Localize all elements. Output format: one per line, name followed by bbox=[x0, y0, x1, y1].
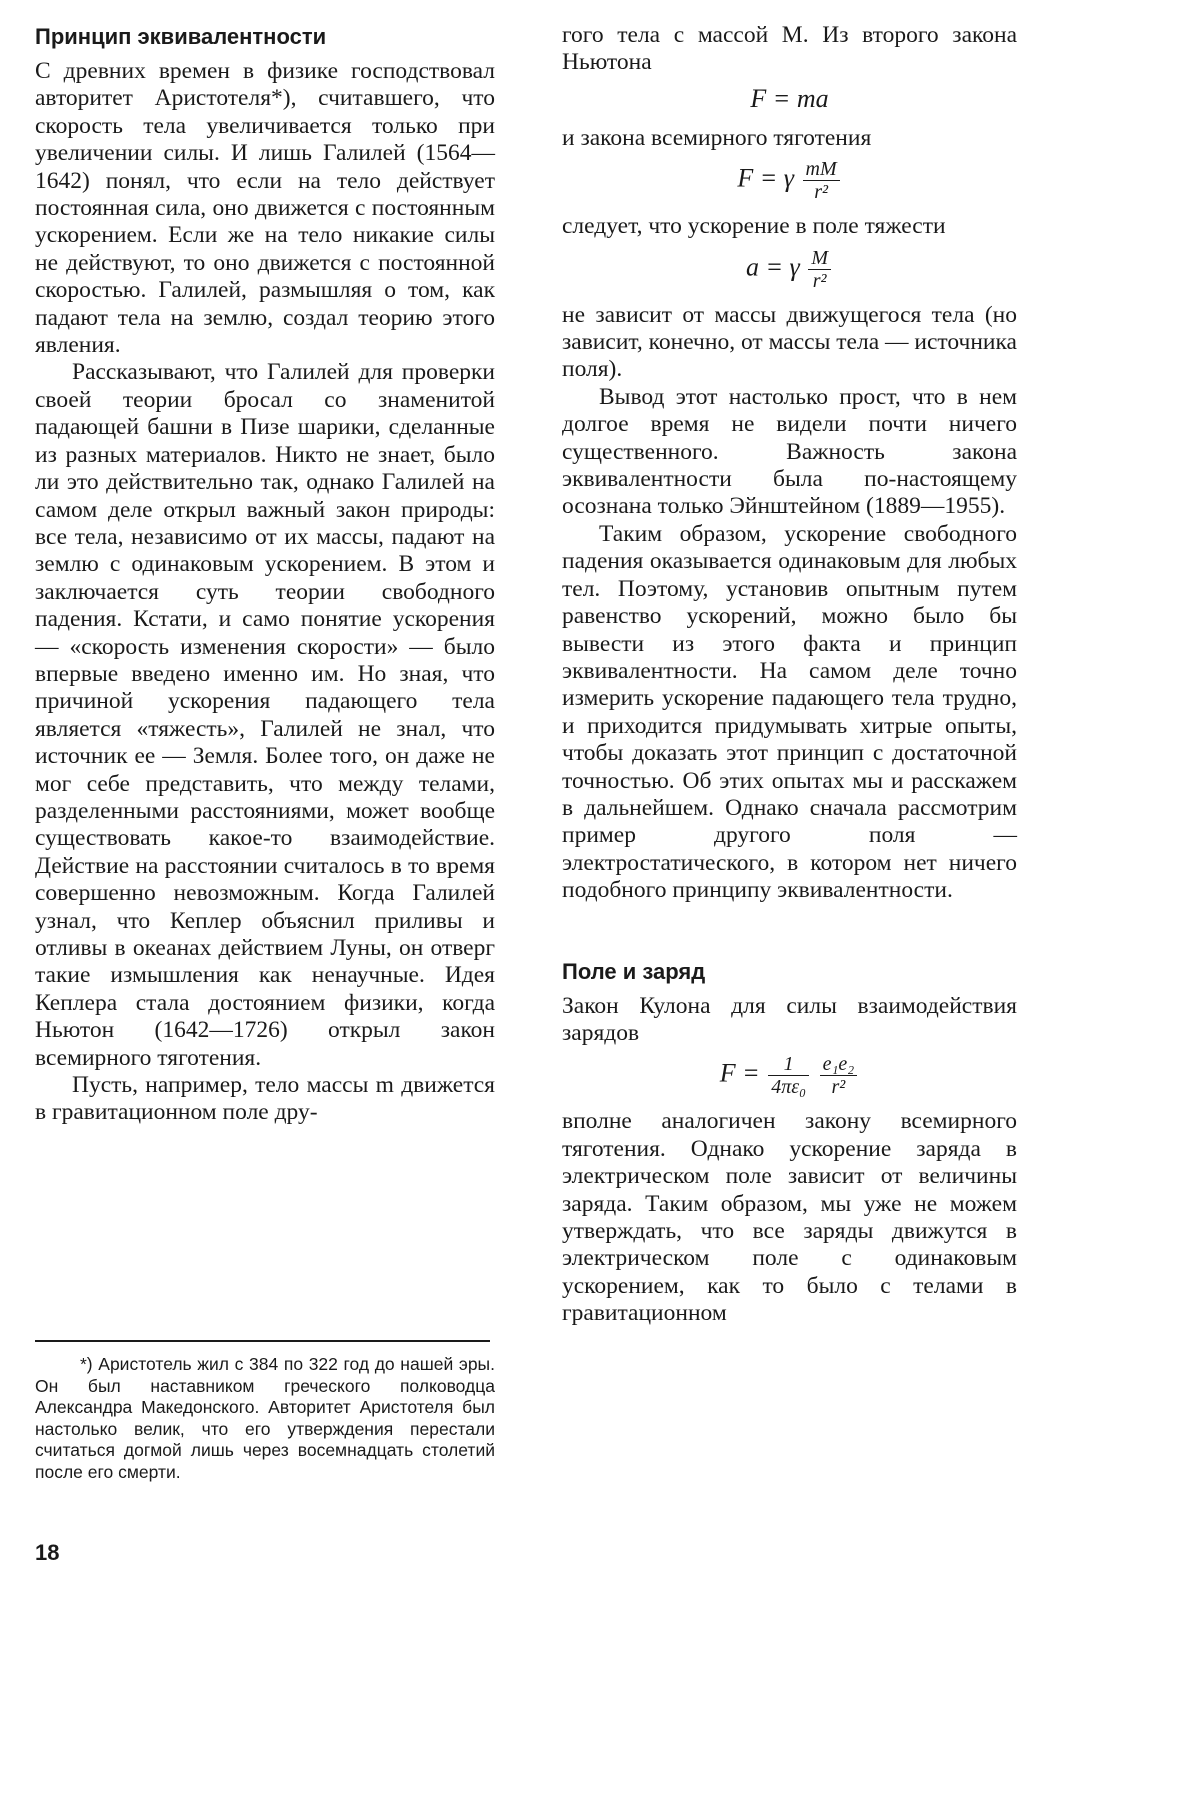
formula-gravitation bbox=[562, 158, 1017, 203]
formula-coulomb-const-numerator: 1 bbox=[768, 1053, 809, 1076]
paragraph-free-fall: Таким образом, ускорение свободного падения оказывается одинаковым для любых тел. Поэтому, установив опытным путем равенство ускорений, можно было бы вывести из этого факта и принцип эквивалентности. На самом деле точно измерить ускорение падающего тела трудно, и приходится придумывать хитрые опыты, чтобы доказать этот принцип с достаточной точностью. Об этих опытах мы и расскажем в дальнейшем. Однако сначала рассмотрим пример другого поля — электростатического, в котором нет ничего подобного принципу эквивалентности. bbox=[562, 520, 1017, 904]
footnote-divider bbox=[35, 1340, 490, 1342]
formula-acceleration-numerator: M bbox=[808, 247, 831, 270]
formula-newton-second-law: F = ma bbox=[750, 83, 829, 113]
paragraph-gravitation-law: и закона всемирного тяготения bbox=[562, 124, 872, 151]
formula-acceleration-fraction bbox=[808, 247, 831, 292]
left-column bbox=[35, 22, 495, 1127]
formula-gravitation-numerator: mM bbox=[803, 158, 840, 181]
paragraph-analogy: вполне аналогичен закону всемирного тяготения. Однако ускорение заряда в электрическом поле зависит от величины заряда. Таким образом, мы уже не можем утверждать, что все заряды движутся в электрическом поле с одинаковым ускорением, как то было с телами в гравитационном bbox=[562, 1108, 1017, 1327]
paragraph-acceleration: следует, что ускорение в поле тяжести bbox=[562, 213, 946, 240]
formula-coulomb-charges-numerator: e₁e₂ bbox=[820, 1053, 858, 1076]
formula-acceleration-lhs: a = γ bbox=[746, 252, 800, 282]
section-heading-equivalence: Принцип эквивалентности bbox=[35, 24, 327, 49]
formula-coulomb-fraction-charges bbox=[820, 1053, 858, 1098]
formula-gravitation-lhs: F = γ bbox=[737, 163, 795, 193]
formula-coulomb-lhs: F = bbox=[719, 1058, 760, 1088]
paragraph-newton-continuation: гого тела с массой M. Из второго закона Ньютона bbox=[562, 22, 1017, 76]
page-number: 18 bbox=[35, 1540, 60, 1565]
right-column bbox=[562, 22, 1017, 1328]
formula-gravitation-fraction bbox=[803, 158, 840, 203]
paragraph-intro: С древних времен в физике господствовал авторитет Аристотеля*), считавшего, что скорость тела увеличивается только при увеличении силы. И лишь Галилей (1564—1642) понял, что если на тело действует постоянная сила, оно движется с постоянным ускорением. Если же на тело никакие силы не действуют, то оно движется с постоянной скоростью. Галилей, размышляя о том, как падают тела на землю, создал теорию этого явления. bbox=[35, 58, 495, 359]
footnote: *) Аристотель жил с 384 по 322 год до нашей эры. Он был наставником греческого полководца Александра Македонского. Авторитет Аристотеля был настолько велик, что его утверждения перестали считаться догмой лишь через восемнадцать столетий после его смерти. bbox=[35, 1354, 495, 1482]
formula-gravitation-denominator: r² bbox=[814, 181, 828, 204]
paragraph-galileo: Рассказывают, что Галилей для проверки своей теории бросал со знаменитой падающей башни в Пизе шарики, сделанные из разных материалов. Никто не знает, было ли это действительно так, однако Галилей на самом деле открыл важный закон природы: все тела, независимо от их массы, падают на землю с одинаковым ускорением. В этом и заключается суть теории свободного падения. Кстати, и само понятие ускорения — «скорость изменения скорости» — было впервые введено именно им. Но зная, что причиной ускорения падающего тела является «тяжесть», Галилей не знал, что источник ее — Земля. Более того, он даже не мог себе представить, что между телами, разделенными расстояниями, может вообще существовать какое-то взаимодействие. Действие на расстоянии считалось в то время совершенно невозможным. Когда Галилей узнал, что Кеплер объяснил приливы и отливы в океанах действием Луны, он отверг такие измышления как ненаучные. Идея Кеплера стала достоянием физики, когда Ньютон (1642—1726) открыл закон всемирного тяготения. bbox=[35, 359, 495, 1071]
formula-coulomb-const-denominator: 4πε₀ bbox=[771, 1076, 807, 1099]
paragraph-example: Пусть, например, тело массы m движется в гравитационном поле дру- bbox=[35, 1072, 495, 1126]
paragraph-mass-independence: не зависит от массы движущегося тела (но зависит, конечно, от массы тела — источника поля). bbox=[562, 301, 1017, 383]
paragraph-coulomb: Закон Кулона для силы взаимодействия зарядов bbox=[562, 992, 1017, 1046]
formula-coulomb-fraction-const bbox=[768, 1053, 809, 1098]
formula-coulomb bbox=[562, 1053, 1017, 1098]
formula-acceleration-denominator: r² bbox=[812, 269, 827, 292]
formula-acceleration bbox=[562, 247, 1017, 292]
section-heading-field-charge: Поле и заряд bbox=[562, 958, 706, 984]
formula-coulomb-charges-denominator: r² bbox=[831, 1076, 846, 1099]
paragraph-conclusion: Вывод этот настолько прост, что в нем долгое время не видели почти ничего существенного. Важность закона эквивалентности была по-настоящему осознана только Эйнштейном (1889—1955). bbox=[562, 383, 1017, 520]
